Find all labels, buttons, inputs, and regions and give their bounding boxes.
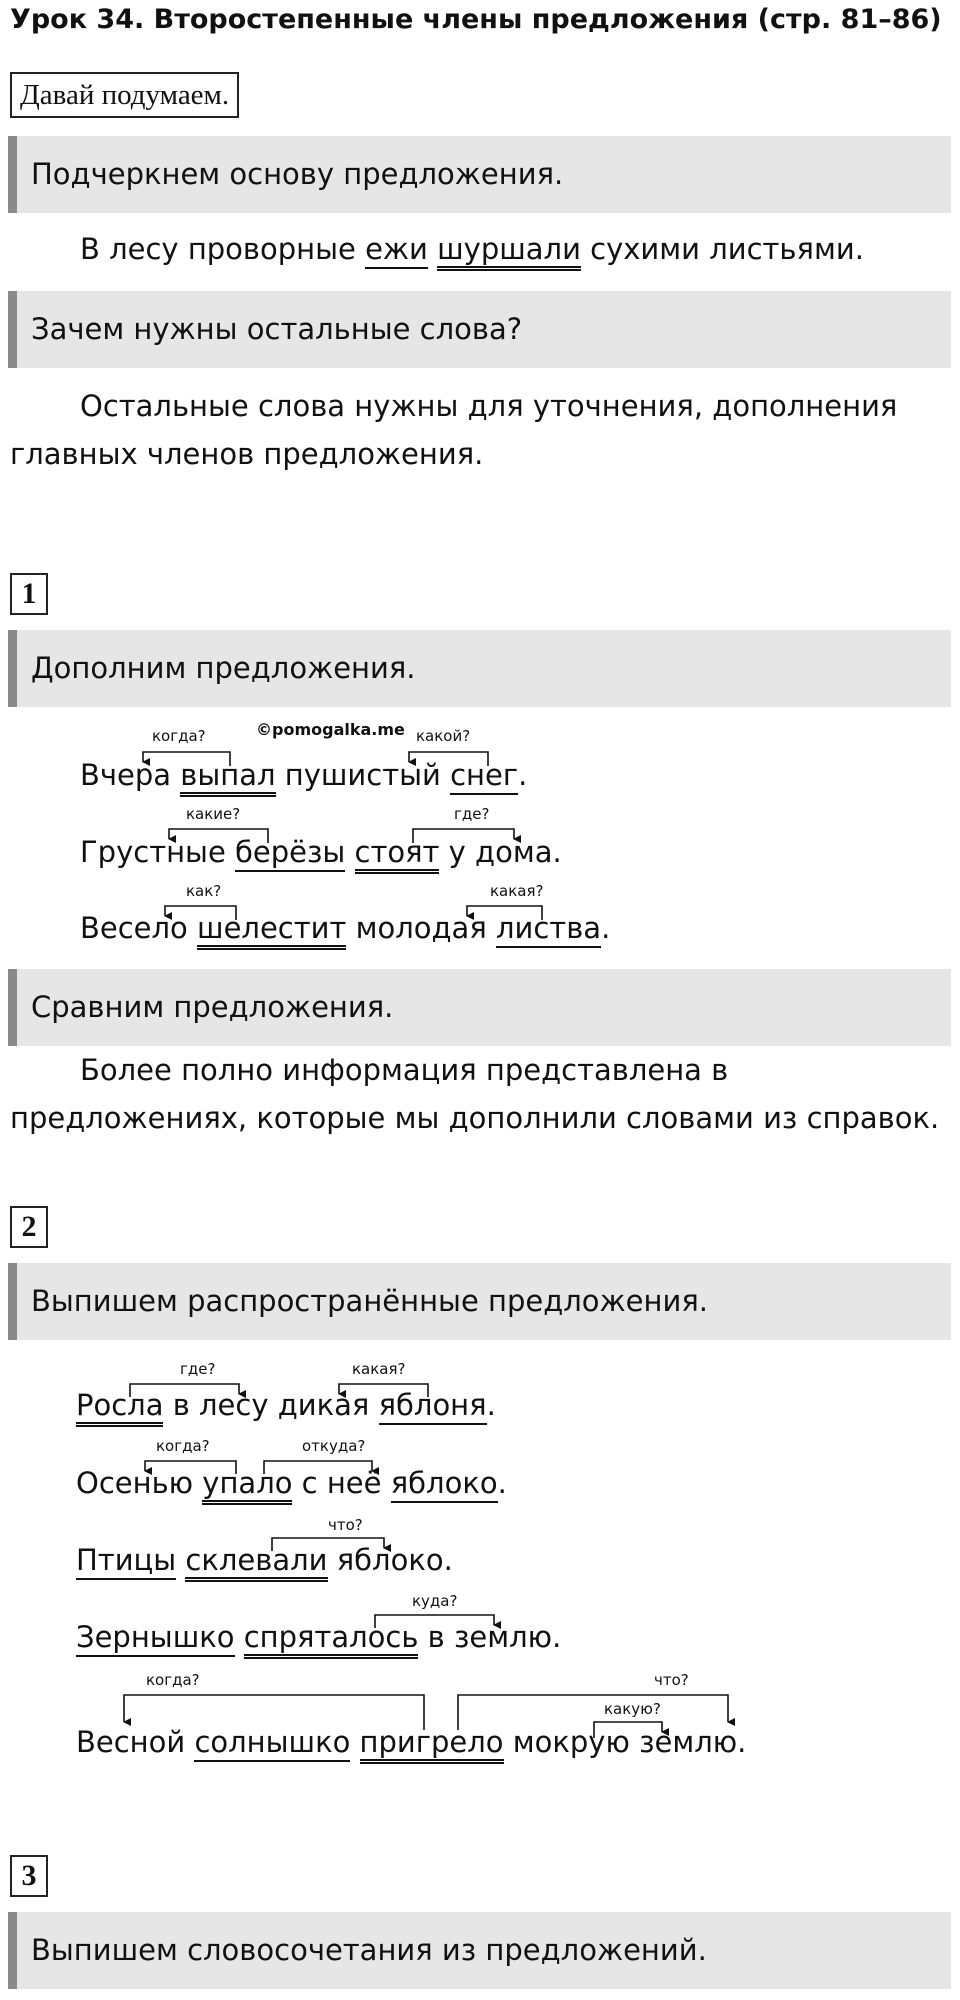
task-number-3: 3	[10, 1855, 48, 1897]
answer-line-2: главных членов предложения.	[10, 437, 484, 471]
arrow	[130, 1384, 239, 1397]
arrow	[409, 752, 488, 766]
predicate-word: пригрело	[360, 1725, 504, 1764]
arrow	[264, 1461, 372, 1474]
subject-word: солнышко	[194, 1725, 350, 1762]
task1-sentence-1: Вчера выпал пушистый снег.	[80, 758, 527, 792]
task2-sentence-3: Птицы склевали яблоко.	[76, 1543, 453, 1577]
task2-heading-bar: Выпишем распространённые предложения.	[8, 1263, 951, 1340]
arrow	[339, 1384, 428, 1397]
task1-sentence-3: Весело шелестит молодая листва.	[80, 911, 610, 945]
arrow	[272, 1538, 384, 1551]
question-label: какой?	[416, 727, 471, 745]
task2-sentence-4: Зернышко спряталось в землю.	[76, 1620, 561, 1654]
arrow	[143, 752, 230, 766]
think-label: Давай подумаем.	[10, 72, 239, 118]
subject-word: Птицы	[76, 1543, 176, 1580]
subject-word: яблоня	[379, 1388, 487, 1425]
compare-heading-bar: Сравним предложения.	[8, 969, 951, 1046]
predicate-word: шуршали	[437, 232, 581, 271]
question-label: какая?	[490, 882, 544, 900]
subject-word: яблоко	[391, 1466, 498, 1503]
answer-line-1: Остальные слова нужны для уточнения, дополнения	[80, 389, 898, 423]
question-label: когда?	[146, 1671, 200, 1689]
arrow	[124, 1695, 424, 1730]
task3-heading-bar: Выпишем словосочетания из предложений.	[8, 1912, 951, 1989]
question-label: когда?	[152, 727, 206, 745]
arrow	[458, 1695, 728, 1730]
example-sentence: В лесу проворные ежи шуршали сухими листьями.	[80, 232, 864, 266]
question-label: что?	[654, 1671, 689, 1689]
subject-word: листва	[496, 911, 601, 948]
question-label: куда?	[412, 1592, 458, 1610]
subject-word: Зернышко	[76, 1620, 235, 1657]
task2-sentence-2: Осенью упало с неё яблоко.	[76, 1466, 507, 1500]
predicate-word: стоят	[355, 835, 440, 874]
task-number-2: 2	[10, 1206, 48, 1248]
question-label: когда?	[156, 1437, 210, 1455]
question-label: какую?	[604, 1700, 661, 1718]
arrow	[145, 1461, 236, 1474]
question-label: какая?	[352, 1360, 406, 1378]
arrow	[169, 829, 268, 843]
task2-sentence-5: Весной солнышко пригрело мокрую землю.	[76, 1725, 746, 1759]
task2-sentence-1: Росла в лесу дикая яблоня.	[76, 1388, 496, 1422]
predicate-word: Росла	[76, 1388, 163, 1427]
task-number-1: 1	[10, 573, 48, 615]
arrow	[413, 829, 514, 843]
arrow	[165, 906, 236, 920]
predicate-word: склевали	[185, 1543, 327, 1582]
watermark: ©pomogalka.me	[256, 720, 405, 739]
arrow	[594, 1722, 662, 1738]
question-label: откуда?	[302, 1437, 366, 1455]
predicate-word: шелестит	[197, 911, 346, 950]
question-label: где?	[454, 805, 490, 823]
arrow	[467, 906, 542, 920]
page-title: Урок 34. Второстепенные члены предложения (стр. 81–86)	[10, 4, 942, 35]
question-bar-2: Зачем нужны остальные слова?	[8, 291, 951, 368]
arrow	[375, 1615, 494, 1628]
compare-line-2: предложениях, которые мы дополнили словами из справок.	[10, 1101, 940, 1135]
question-label: какие?	[186, 805, 241, 823]
question-label: где?	[180, 1360, 216, 1378]
predicate-word: выпал	[180, 758, 275, 797]
subject-word: снег	[450, 758, 518, 795]
compare-line-1: Более полно информация представлена в	[80, 1053, 729, 1087]
task1-heading-bar: Дополним предложения.	[8, 630, 951, 707]
subject-word: берёзы	[235, 835, 345, 872]
question-label: что?	[328, 1516, 363, 1534]
question-bar-1: Подчеркнем основу предложения.	[8, 136, 951, 213]
predicate-word: спряталось	[244, 1620, 419, 1659]
subject-word: ежи	[365, 232, 428, 269]
predicate-word: упало	[202, 1466, 292, 1505]
question-label: как?	[186, 882, 222, 900]
task1-sentence-2: Грустные берёзы стоят у дома.	[80, 835, 562, 869]
